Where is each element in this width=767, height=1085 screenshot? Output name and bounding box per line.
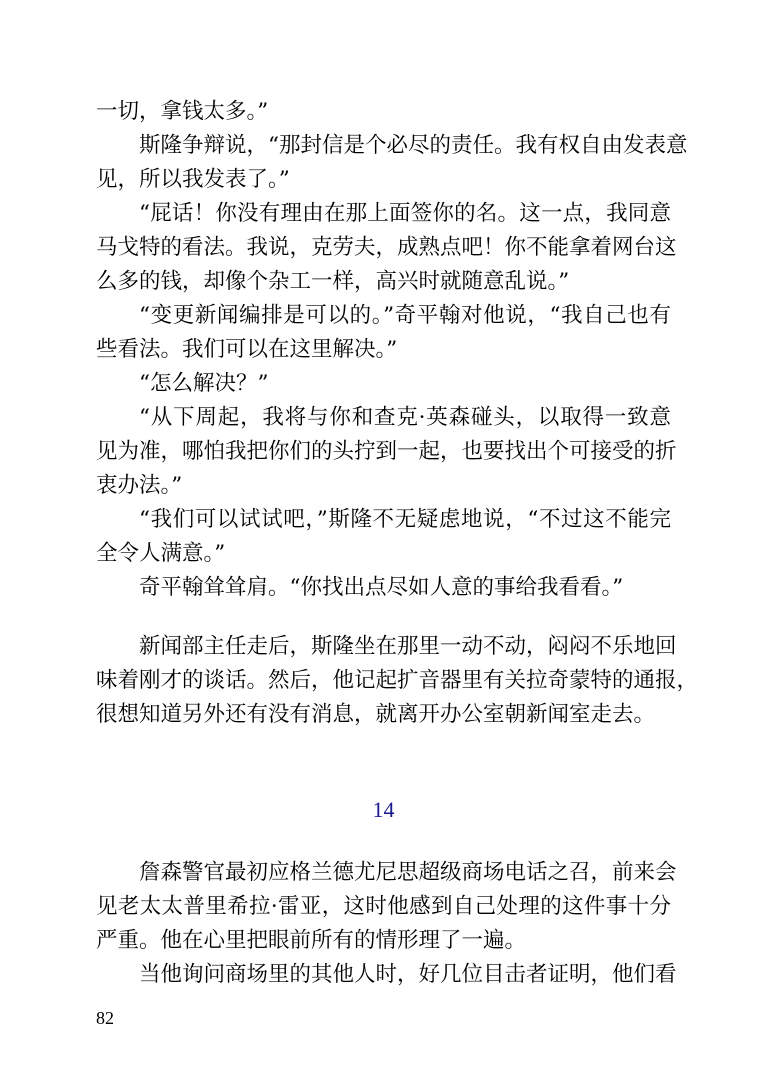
text-line: “我们可以试试吧，”斯隆不无疑虑地说，“不过这不能完: [139, 507, 671, 532]
text-line: 当他询问商场里的其他人时，好几位目击者证明，他们看: [139, 962, 677, 987]
text-line: “变更新闻编排是可以的。”奇平翰对他说，“我自己也有: [139, 303, 671, 328]
text-line: 很想知道另外还有没有消息，就离开办公室朝新闻室走去。: [96, 702, 656, 727]
text-line: 詹森警官最初应格兰德尤尼思超级商场电话之召，前来会: [139, 860, 677, 885]
text-line: “屁话！你没有理由在那上面签你的名。这一点，我同意: [139, 201, 671, 226]
text-line: “怎么解决？”: [139, 371, 269, 396]
text-line: 新闻部主任走后，斯隆坐在那里一动不动，闷闷不乐地回: [139, 634, 677, 659]
text-line: 衷办法。”: [96, 473, 183, 498]
text-line: 奇平翰耸耸肩。“你找出点尽如人意的事给我看看。”: [139, 575, 624, 600]
text-line: 严重。他在心里把眼前所有的情形理了一遍。: [96, 928, 527, 953]
text-line: 斯隆争辩说，“那封信是个必尽的责任。我有权自由发表意: [139, 133, 688, 158]
text-line: 么多的钱，却像个杂工一样，高兴时就随意乱说。”: [96, 269, 570, 294]
text-line: 些看法。我们可以在这里解决。”: [96, 337, 398, 362]
text-line: 见为准，哪怕我把你们的头拧到一起，也要找出个可接受的折: [96, 439, 677, 464]
chapter-number: 14: [372, 797, 395, 822]
text-line: “从下周起，我将与你和查克·英森碰头，以取得一致意: [139, 405, 671, 430]
text-line: 马戈特的看法。我说，克劳夫，成熟点吧！你不能拿着网台这: [96, 235, 677, 260]
text-line: 味着刚才的谈话。然后，他记起扩音器里有关拉奇蒙特的通报，: [96, 668, 699, 693]
text-line: 见老太太普里希拉·雷亚，这时他感到自己处理的这件事十分: [96, 894, 671, 919]
text-line: 全令人满意。”: [96, 541, 226, 566]
page-number: 82: [96, 1008, 114, 1028]
text-line: 一切，拿钱太多。”: [96, 99, 269, 124]
text-line: 见，所以我发表了。”: [96, 167, 290, 192]
